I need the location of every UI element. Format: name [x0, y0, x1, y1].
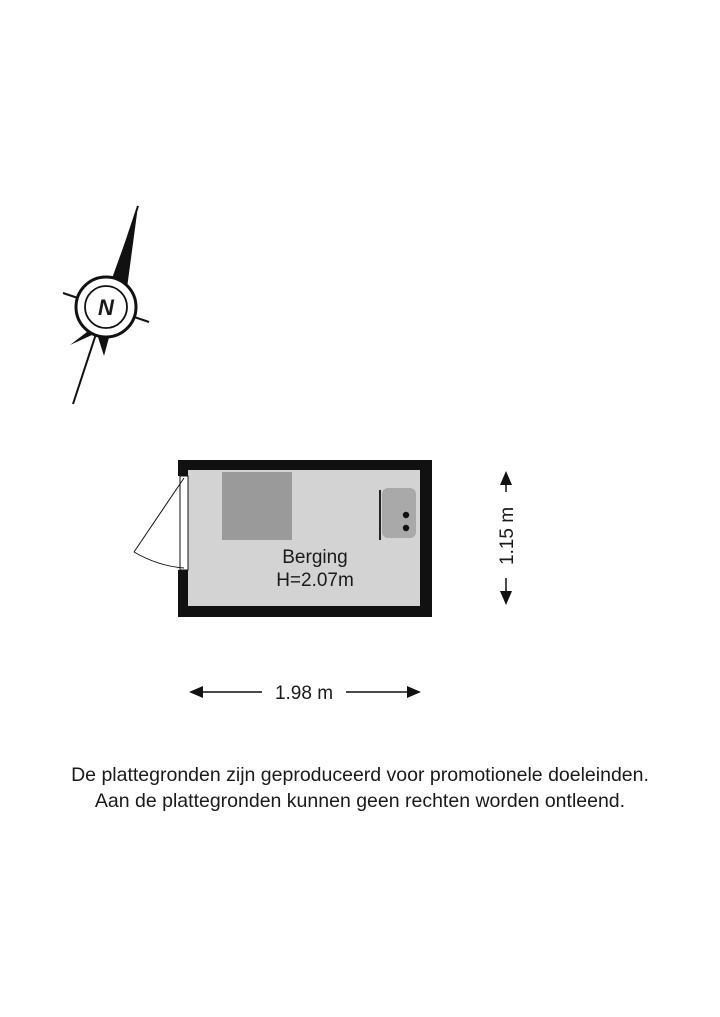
wall-bottom: [178, 606, 432, 617]
storage-block: [222, 472, 292, 540]
compass-north-letter: N: [98, 295, 114, 320]
wall-right: [420, 460, 432, 617]
door-frame: [180, 476, 188, 570]
compass: [63, 206, 149, 404]
depth-arrow-top: [500, 471, 512, 485]
depth-arrow-bottom: [500, 591, 512, 605]
depth-label: 1.15 m: [497, 506, 518, 566]
wall-top: [178, 460, 432, 470]
room-name: Berging: [282, 547, 348, 568]
room-height: H=2.07m: [276, 570, 354, 591]
door-leaf: [134, 478, 184, 552]
appliance-unit: [382, 488, 416, 538]
compass-north-needle: [110, 206, 138, 288]
disclaimer-line-1: De plattegronden zijn geproduceerd voor promotionele doeleinden.: [71, 764, 649, 786]
wall-left-upper: [178, 460, 188, 476]
disclaimer-line-2: Aan de plattegronden kunnen geen rechten worden ontleend.: [94, 790, 626, 812]
width-dimension: [189, 683, 421, 704]
disclaimer: [0, 762, 720, 814]
width-arrow-right: [407, 686, 421, 698]
room-berging: [134, 460, 432, 617]
appliance-knob-top: [403, 512, 409, 518]
width-arrow-left: [189, 686, 203, 698]
wall-left-lower: [178, 570, 188, 617]
appliance-knob-bottom: [403, 525, 409, 531]
width-label: 1.98 m: [274, 683, 334, 704]
depth-dimension: [497, 471, 518, 605]
door-swing-arc: [134, 552, 184, 568]
